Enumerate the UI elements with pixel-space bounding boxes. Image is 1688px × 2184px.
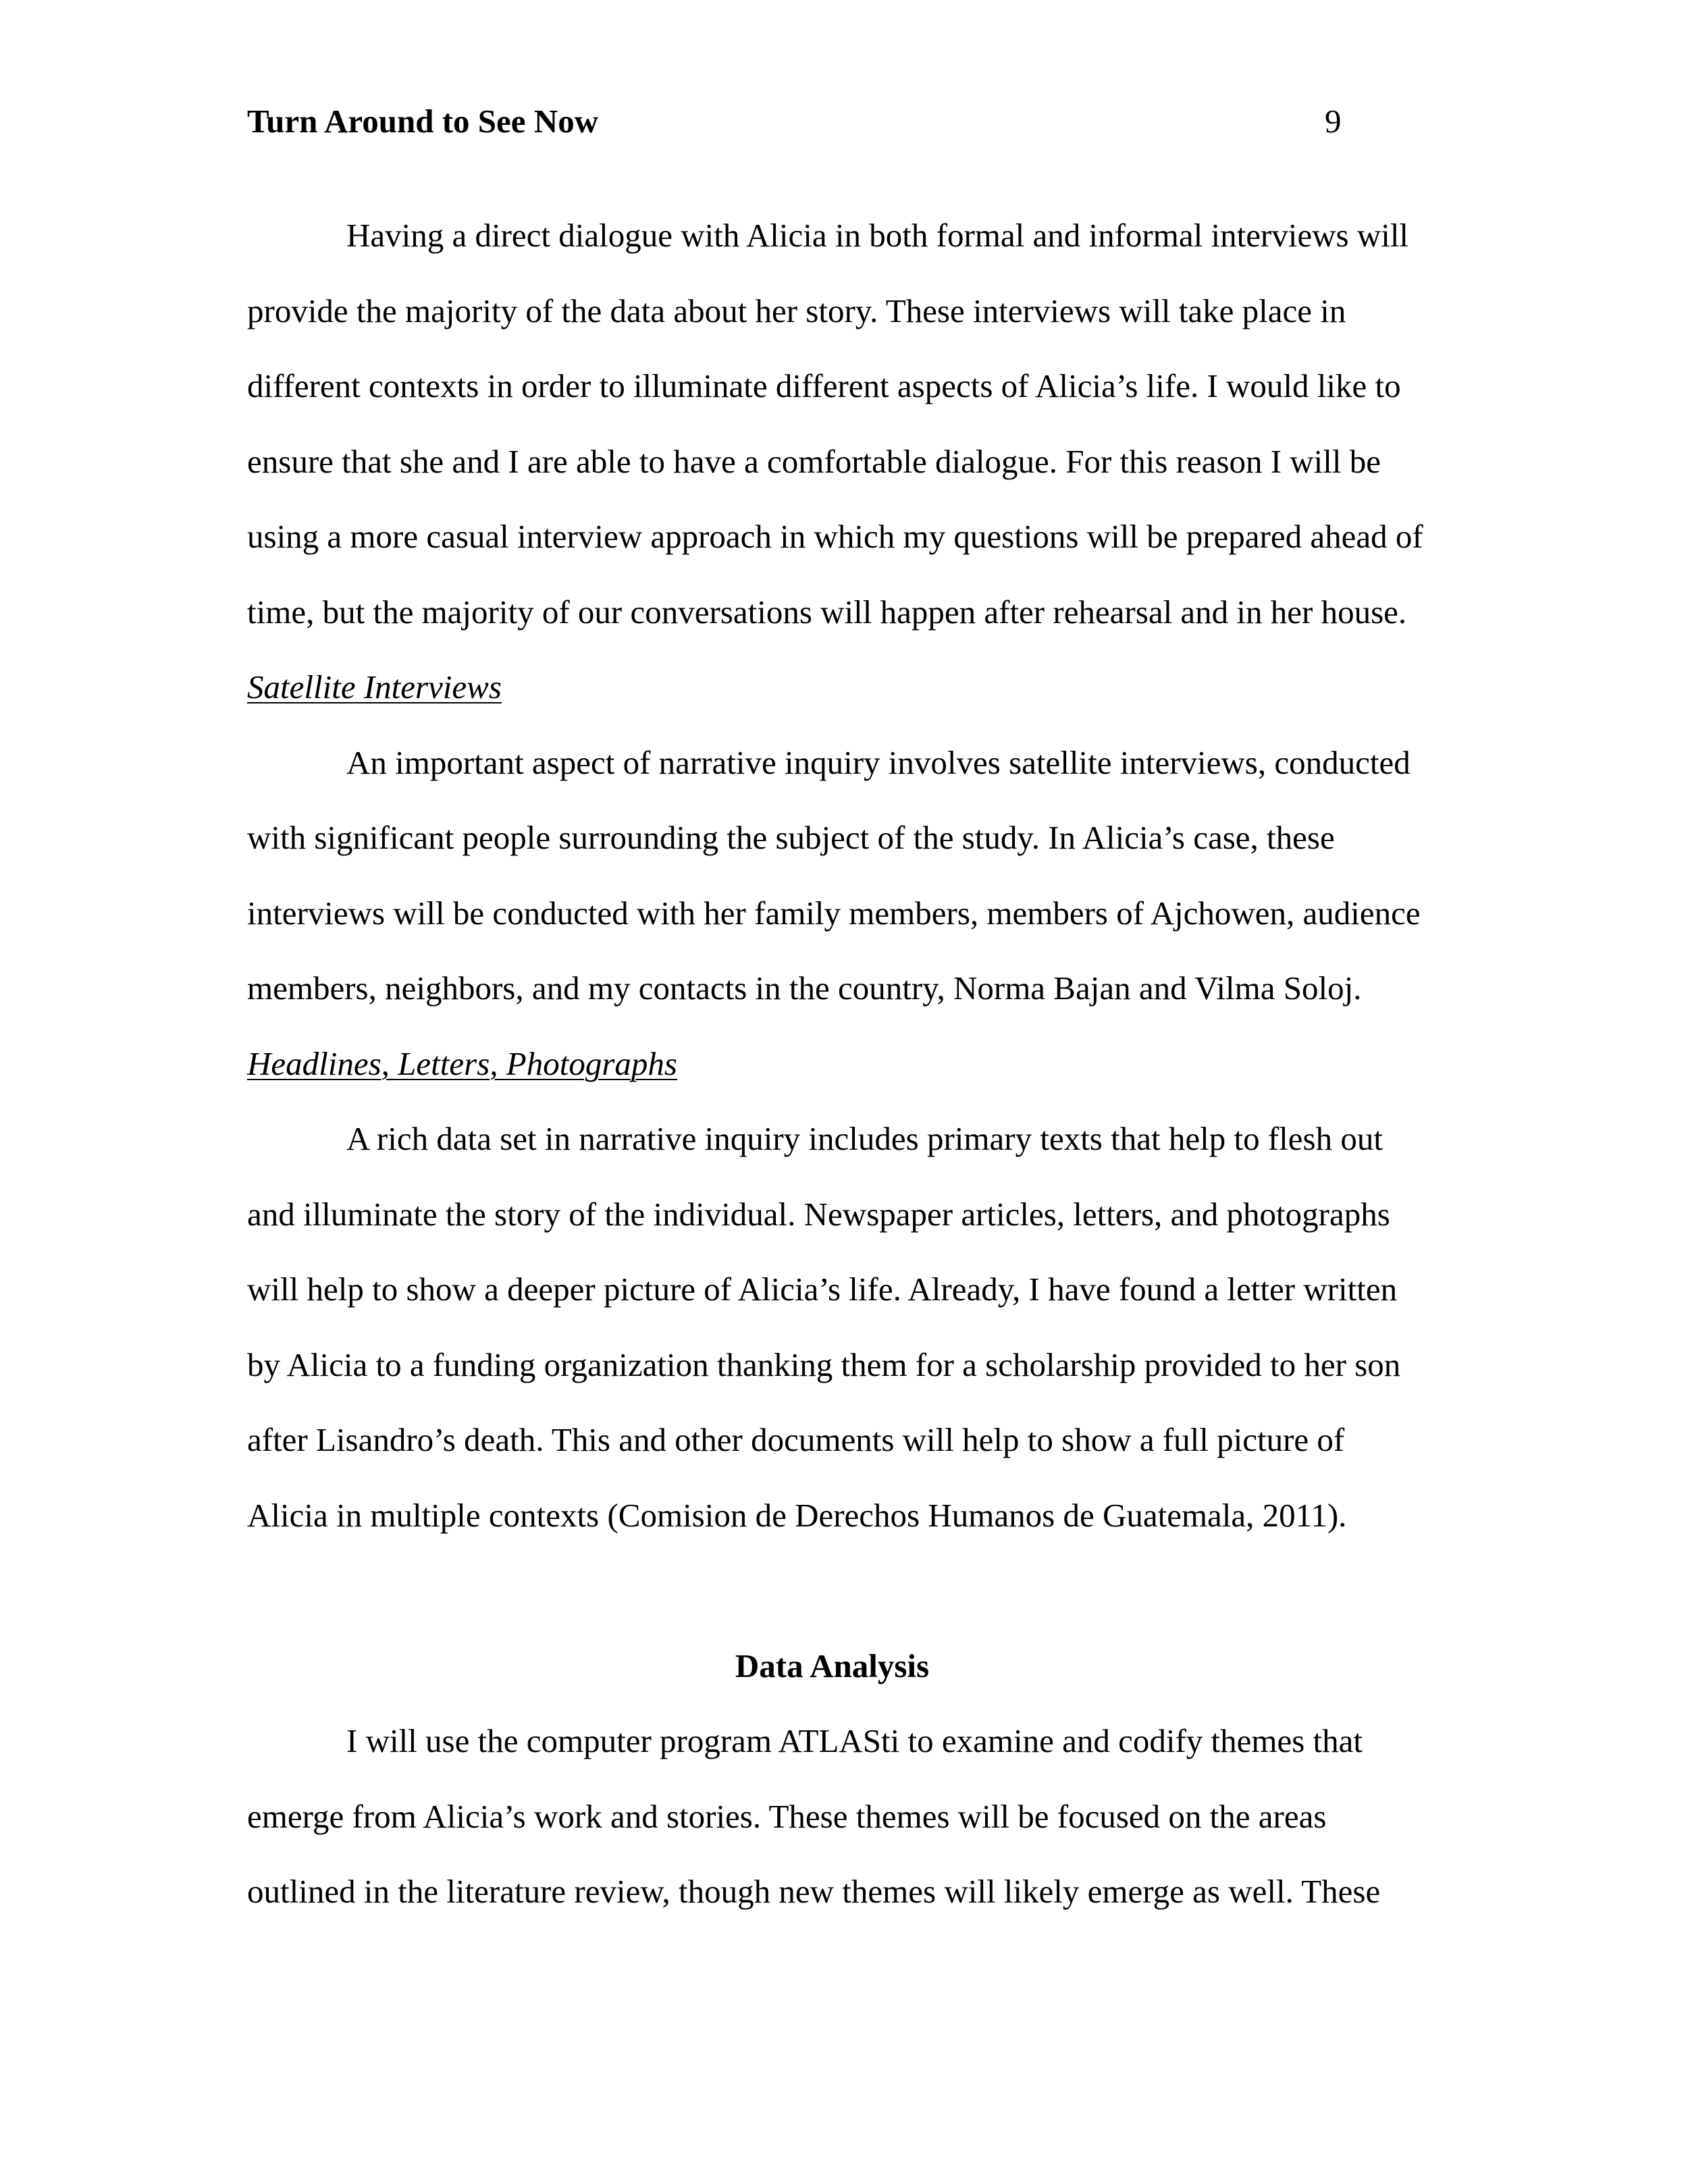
page-number: 9 bbox=[1325, 103, 1342, 140]
text-line: different contexts in order to illuminate different aspects of Alicia’s life. I would like to bbox=[247, 367, 1401, 404]
text-line: emerge from Alicia’s work and stories. These themes will be focused on the areas bbox=[247, 1797, 1327, 1835]
text-line: using a more casual interview approach in which my questions will be prepared ahead of bbox=[247, 518, 1423, 555]
section-heading-data-analysis: Data Analysis bbox=[735, 1647, 930, 1684]
text-line: will help to show a deeper picture of Alicia’s life. Already, I have found a letter written bbox=[247, 1271, 1398, 1308]
text-line: time, but the majority of our conversations will happen after rehearsal and in her house. bbox=[247, 593, 1407, 631]
subheading-satellite-interviews: Satellite Interviews bbox=[247, 668, 502, 705]
text-line: with significant people surrounding the subject of the study. In Alicia’s case, these bbox=[247, 819, 1335, 856]
text-line: Alicia in multiple contexts (Comision de Derechos Humanos de Guatemala, 2011). bbox=[247, 1496, 1347, 1534]
text-line: members, neighbors, and my contacts in the country, Norma Bajan and Vilma Soloj. bbox=[247, 969, 1362, 1007]
text-line: by Alicia to a funding organization thanking them for a scholarship provided to her son bbox=[247, 1346, 1401, 1383]
running-head: Turn Around to See Now bbox=[247, 103, 599, 140]
text-line: I will use the computer program ATLASti to examine and codify themes that bbox=[346, 1722, 1363, 1759]
text-line: A rich data set in narrative inquiry includes primary texts that help to flesh out bbox=[346, 1120, 1383, 1157]
text-line: outlined in the literature review, though new themes will likely emerge as well. These bbox=[247, 1873, 1381, 1910]
text-line: An important aspect of narrative inquiry involves satellite interviews, conducted bbox=[346, 743, 1410, 781]
text-line: provide the majority of the data about her story. These interviews will take place in bbox=[247, 292, 1346, 329]
blank-line bbox=[247, 1553, 1462, 1628]
subheading-headlines-letters-photographs: Headlines, Letters, Photographs bbox=[247, 1044, 677, 1082]
text-line: and illuminate the story of the individual. Newspaper articles, letters, and photographs bbox=[247, 1195, 1390, 1233]
text-line: interviews will be conducted with her family members, members of Ajchowen, audience bbox=[247, 894, 1421, 932]
document-body bbox=[247, 198, 1462, 1929]
text-line: Having a direct dialogue with Alicia in both formal and informal interviews will bbox=[346, 217, 1409, 254]
text-line: ensure that she and I are able to have a comfortable dialogue. For this reason I will be bbox=[247, 442, 1381, 480]
text-line: after Lisandro’s death. This and other documents will help to show a full picture of bbox=[247, 1421, 1345, 1458]
